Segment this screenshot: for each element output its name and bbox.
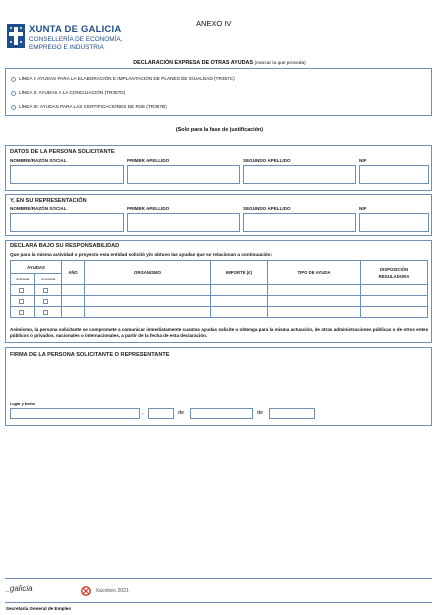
option-line-2: LÍNEA II: AYUDAS A LA CONCILIACIÓN (TR357D) (19, 90, 126, 95)
applicant-surname2-input[interactable] (243, 165, 356, 184)
col-year: AÑO (62, 261, 85, 285)
rep-label-name: NOMBRE/RAZÓN SOCIAL (10, 206, 67, 211)
table-row (11, 307, 428, 318)
cell-concedida (35, 307, 62, 318)
dept-line-2: EMPREGO E INDUSTRIA (29, 43, 104, 51)
cell-concedida (35, 285, 62, 296)
option-line-1: LÍNEA I: AYUDAS PARA LA ELABORACIÓN E IMPLANTACIÓN DE PLANES DE IGUALDAD (TR357C) (19, 76, 235, 81)
cell-organismo[interactable] (85, 296, 211, 307)
xacobeo-logo (81, 582, 129, 600)
cell-solicitada (11, 296, 35, 307)
cell-disposicion[interactable] (361, 296, 428, 307)
representative-section (5, 194, 432, 236)
applicant-section (5, 145, 432, 191)
rep-surname1-input[interactable] (127, 213, 240, 232)
col-tipo: TIPO DE AYUDA (268, 261, 361, 285)
table-row (11, 296, 428, 307)
col-solicitada: Solicitada (11, 274, 35, 285)
de-label-2: de (257, 410, 264, 416)
col-disposicion-1: DISPOSICIÓN (379, 266, 409, 272)
cell-organismo[interactable] (85, 285, 211, 296)
applicant-nif-input[interactable] (359, 165, 429, 184)
cell-solicitada (11, 285, 35, 296)
place-date-label: Lugar y fecha (10, 402, 35, 406)
signature-title: FIRMA DE LA PERSONA SOLICITANTE O REPRESENTANTE (10, 352, 170, 358)
cell-importe[interactable] (211, 285, 268, 296)
col-concedida: Concedida (35, 274, 62, 285)
cross-icon (7, 24, 25, 48)
xacobeo-text: Xacobeo 2021 (95, 587, 129, 594)
day-input[interactable] (148, 408, 174, 419)
justification-note: (Solo para la fase de justificación) (175, 127, 264, 133)
radio-line-3[interactable] (11, 105, 16, 110)
cell-disposicion[interactable] (361, 285, 428, 296)
cell-year[interactable] (62, 285, 85, 296)
commitment-text: Asimismo, la persona solicitante se compromete a comunicar inmediatamente cuantas ayudas solicite u obtenga para la misma actuación, de otras administraciones públicas o de otros entes públicos o privados, nacionales o internacionales, a partir de la fecha de esta declaración. (10, 327, 429, 338)
col-importe: IMPORTE (€) (211, 261, 268, 285)
annex-title: ANEXO IV (196, 19, 232, 28)
applicant-label-name: NOMBRE/RAZÓN SOCIAL (10, 158, 67, 163)
checkbox-concedida[interactable] (43, 310, 48, 315)
de-label-1: de (178, 410, 185, 416)
cell-year[interactable] (62, 307, 85, 318)
applicant-title: DATOS DE LA PERSONA SOLICITANTE (10, 149, 115, 155)
col-disposicion (361, 261, 428, 285)
applicant-name-input[interactable] (10, 165, 124, 184)
checkbox-concedida[interactable] (43, 288, 48, 293)
rep-name-input[interactable] (10, 213, 124, 232)
col-organismo: ORGANISMO (85, 261, 211, 285)
rep-label-surname1: PRIMER APELLIDO (127, 206, 170, 211)
checkbox-concedida[interactable] (43, 299, 48, 304)
declaration-title: DECLARACIÓN EXPRESA DE OTRAS AYUDAS (133, 60, 254, 66)
aid-table (10, 260, 428, 318)
applicant-label-surname2: SEGUNDO APELLIDO (243, 158, 291, 163)
cell-concedida (35, 296, 62, 307)
cell-year[interactable] (62, 296, 85, 307)
footer-divider (5, 578, 432, 579)
cell-importe[interactable] (211, 296, 268, 307)
col-ayudas: AYUDAS (11, 261, 62, 274)
declaration-box (5, 68, 432, 116)
responsibility-section (5, 240, 432, 343)
signature-section (5, 347, 432, 426)
rep-label-surname2: SEGUNDO APELLIDO (243, 206, 291, 211)
radio-line-1[interactable] (11, 77, 16, 82)
galicia-logo-text: galicia (9, 584, 33, 593)
cell-tipo[interactable] (268, 307, 361, 318)
galicia-mark: _ (6, 586, 10, 593)
cell-tipo[interactable] (268, 285, 361, 296)
comma-separator: , (142, 410, 144, 416)
year-input[interactable] (269, 408, 315, 419)
applicant-surname1-input[interactable] (127, 165, 240, 184)
col-disposicion-2: REGULADORA (378, 273, 410, 279)
rep-nif-input[interactable] (359, 213, 429, 232)
checkbox-solicitada[interactable] (19, 299, 24, 304)
place-input[interactable] (10, 408, 140, 419)
org-name: XUNTA DE GALICIA (29, 24, 122, 35)
responsibility-intro: Que para la misma actividad o proyecto esta entidad solicitó y/o obtuvo las ayudas que se relacionan a continuación: (10, 252, 273, 257)
declaration-heading (0, 60, 439, 66)
galicia-logo (6, 584, 33, 593)
cell-importe[interactable] (211, 307, 268, 318)
checkbox-solicitada[interactable] (19, 288, 24, 293)
radio-line-2[interactable] (11, 91, 16, 96)
month-input[interactable] (190, 408, 253, 419)
cell-tipo[interactable] (268, 296, 361, 307)
checkbox-solicitada[interactable] (19, 310, 24, 315)
cell-solicitada (11, 307, 35, 318)
rep-surname2-input[interactable] (243, 213, 356, 232)
responsibility-title: DECLARA BAJO SU RESPONSABILIDAD (10, 243, 120, 249)
option-line-3: LÍNEA III: AYUDAS PARA LAS CERTIFICACIONES DE RSE (TR357B) (19, 104, 167, 109)
secretaria-label: Secretaría General de Empleo (6, 606, 72, 611)
declaration-note: (marcar la que proceda) (254, 61, 306, 66)
rep-label-nif: NIF (359, 206, 367, 211)
cell-organismo[interactable] (85, 307, 211, 318)
table-row (11, 285, 428, 296)
xacobeo-icon (81, 586, 91, 596)
representative-title: Y, EN SU REPRESENTACIÓN (10, 198, 87, 204)
applicant-label-surname1: PRIMER APELLIDO (127, 158, 170, 163)
footer-divider-bottom (5, 602, 432, 603)
xunta-logo (7, 24, 25, 48)
dept-line-1: CONSELLERÍA DE ECONOMÍA, (29, 36, 123, 43)
cell-disposicion[interactable] (361, 307, 428, 318)
applicant-label-nif: NIF (359, 158, 367, 163)
